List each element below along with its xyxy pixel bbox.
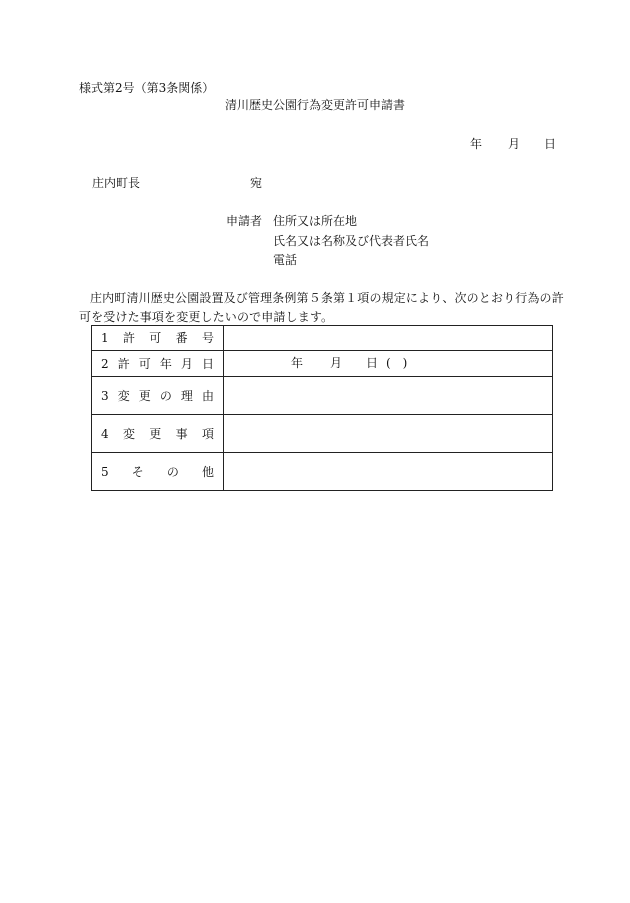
permit-date-field[interactable] [224,351,553,377]
row-label-change-reason [92,377,224,415]
label-char: 項 [201,426,214,441]
row-label-other [92,453,224,491]
permit-date-year: 年 [291,356,304,370]
form-number: 様式第2号（第3条関係） [79,81,215,95]
label-char: 4 [101,426,109,441]
label-char: 5 [101,464,109,479]
row-label-permit-number [92,326,224,351]
label-char: 理 [180,388,193,403]
label-char: 年 [159,356,172,371]
label-char: 許 [122,331,135,345]
label-char: 変 [117,388,130,403]
row-label-permit-date [92,351,224,377]
label-char: 月 [180,356,193,371]
label-char: 3 [101,388,109,403]
label-char: 更 [149,426,162,441]
label-char: の [166,464,179,479]
label-char: 2 [101,356,109,371]
table-row [92,415,553,453]
label-char: 更 [138,388,151,403]
change-reason-field[interactable] [224,377,553,415]
label-char: 番 [175,331,188,345]
applicant-address-label: 住所又は所在地 [273,214,358,228]
date-day-label: 日 [544,137,557,151]
table-row [92,453,553,491]
permit-number-field[interactable] [224,326,553,351]
label-char: 事 [175,426,188,441]
label-char: 変 [122,426,135,441]
label-char: 可 [138,356,151,371]
label-char: 号 [201,331,214,345]
body-text-line-2: 可を受けた事項を変更したいので申請します。 [79,310,334,324]
label-char: 日 [201,356,214,371]
addressee: 庄内町長 [92,176,141,190]
document-title: 清川歴史公園行為変更許可申請書 [224,98,405,112]
label-char: の [159,388,172,403]
label-char: 可 [149,331,162,345]
label-char: そ [131,464,144,479]
label-char: 由 [201,388,214,403]
other-field[interactable] [224,453,553,491]
applicant-phone-label: 電話 [273,253,298,267]
table-row [92,351,553,377]
date-year-label: 年 [470,137,483,151]
permit-date-day: 日 [366,356,379,370]
applicant-label: 申請者 [226,214,263,228]
table-row [92,326,553,351]
table-row [92,377,553,415]
date-month-label: 月 [508,137,521,151]
permit-date-month: 月 [330,356,343,370]
label-char: 許 [117,356,130,371]
row-label-change-items [92,415,224,453]
permit-date-weekday: ( ) [386,356,408,370]
addressee-suffix: 宛 [250,176,263,190]
body-text-line-1: 庄内町清川歴史公園設置及び管理条例第５条第１項の規定により、次のとおり行為の許 [90,291,564,305]
change-items-field[interactable] [224,415,553,453]
label-char: 1 [101,331,109,345]
label-char: 他 [201,464,214,479]
application-table [91,325,553,491]
applicant-name-label: 氏名又は名称及び代表者氏名 [273,234,430,248]
